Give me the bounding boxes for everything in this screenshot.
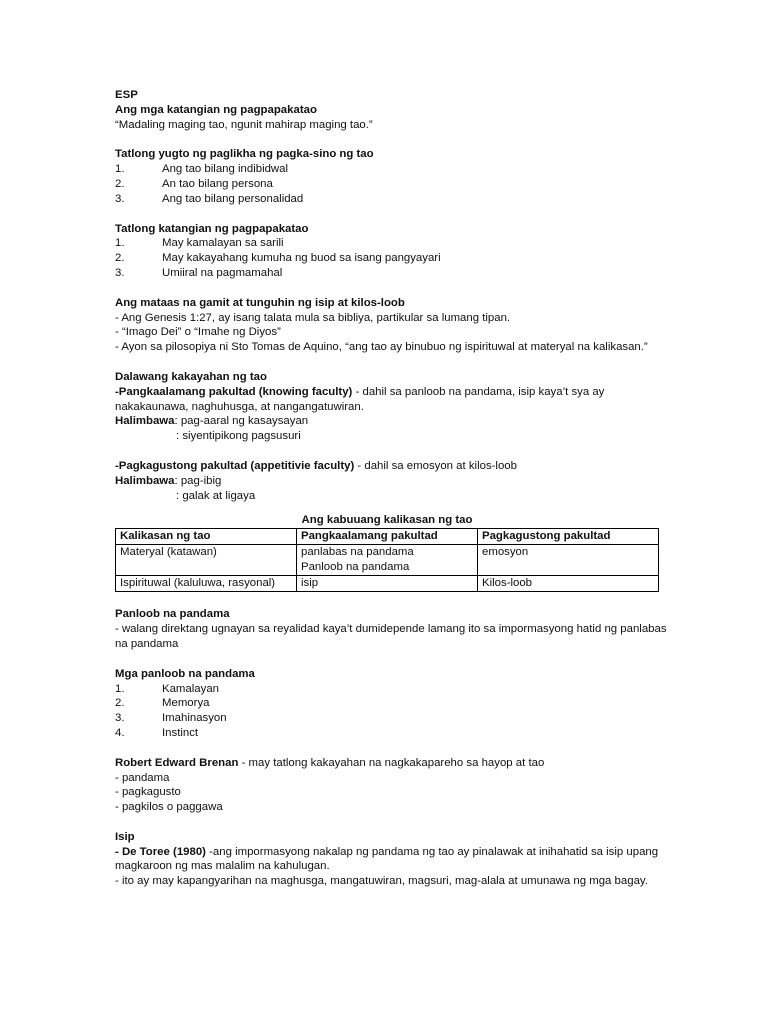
section-heading: Ang mga katangian ng pagpapakatao [115,103,317,116]
example-line: Halimbawa: pag-aaral ng kasaysayan [115,415,309,428]
section-heading: Tatlong katangian ng pagpapakatao [115,222,309,235]
list-item: - pagkilos o paggawa [115,801,223,814]
list-item: 4. Instinct [115,726,199,739]
list-item: 3. Umiiral na pagmamahal [115,266,283,279]
doc-title: ESP [115,89,138,101]
table-row [116,545,659,576]
list-item: 2. Memorya [115,697,210,710]
section-heading: Tatlong yugto ng paglikha ng pagka-sino ng tao [115,148,374,161]
table-cell: isip [297,576,478,592]
example-line: : galak at ligaya [176,489,256,502]
list-item: 1. May kamalayan sa sarili [115,237,284,250]
example-line: : siyentipikong pagsusuri [176,430,301,443]
list-item: 2. May kakayahang kumuha ng buod sa isang pangyayari [115,252,441,265]
paragraph: - “Imago Dei” o “Imahe ng Diyos” [115,326,281,339]
table-header-row [116,529,659,545]
paragraph: - ito ay may kapangyarihan na maghusga, mangatuwiran, magsuri, mag-alala at umunawa ng mga bagay. [115,875,648,888]
table-cell: panlabas na pandama Panloob na pandama [297,545,478,576]
section-heading: Dalawang kakayahan ng tao [115,370,267,383]
list-item: 2. An tao bilang persona [115,177,273,190]
table-cell: Ispirituwal (kaluluwa, rasyonal) [116,576,297,592]
section-heading: Isip [115,830,135,843]
table-header: Pangkaalamang pakultad [297,529,478,545]
table-cell: Materyal (katawan) [116,545,297,576]
paragraph: Robert Edward Brenan - may tatlong kakayahan na nagkakapareho sa hayop at tao [115,756,545,769]
quote: “Madaling maging tao, ngunit mahirap maging tao.” [115,118,373,131]
table-header: Kalikasan ng tao [116,529,297,545]
list-item: - pagkagusto [115,786,181,799]
list-item: 3. Ang tao bilang personalidad [115,192,304,205]
section-heading: Mga panloob na pandama [115,667,255,680]
paragraph: - De Toree (1980) -ang impormasyong nakalap ng pandama ng tao ay pinalawak at inihahatid sa isip upang magkaroon ng mas malalim na kahulugan. [115,845,659,873]
list-item: 1. Ang tao bilang indibidwal [115,163,289,176]
table-cell: Kilos-loob [478,576,659,592]
paragraph: - Ang Genesis 1:27, ay isang talata mula sa bibliya, partikular sa lumang tipan. [115,311,511,324]
list-item: 1. Kamalayan [115,682,219,695]
document-body [115,88,675,889]
section-heading: Panloob na pandama [115,608,230,621]
paragraph: -Pagkagustong pakultad (appetitivie faculty) - dahil sa emosyon at kilos-loob [115,459,517,472]
paragraph: -Pangkaalamang pakultad (knowing faculty) - dahil sa panloob na pandama, isip kaya’t sya ay nakakaunawa, naghuhusga, at nangangatuwiran. [115,385,605,413]
table-row [116,576,659,592]
example-line: Halimbawa: pag-ibig [115,474,222,487]
list-item: 3. Imahinasyon [115,712,227,725]
nature-table [115,528,659,592]
table-header: Pagkagustong pakultad [478,529,659,545]
paragraph: - Ayon sa pilosopiya ni Sto Tomas de Aquino, “ang tao ay binubuo ng ispirituwal at materyal na kalikasan.” [115,341,648,354]
table-cell: emosyon [478,545,659,576]
table-caption: Ang kabuuang kalikasan ng tao [301,514,473,527]
list-item: - pandama [115,771,170,784]
paragraph: - walang direktang ugnayan sa reyalidad kaya’t dumidepende lamang ito sa impormasyong hatid ng panlabas na pandama [115,623,667,650]
section-heading: Ang mataas na gamit at tunguhin ng isip at kilos-loob [115,296,405,309]
